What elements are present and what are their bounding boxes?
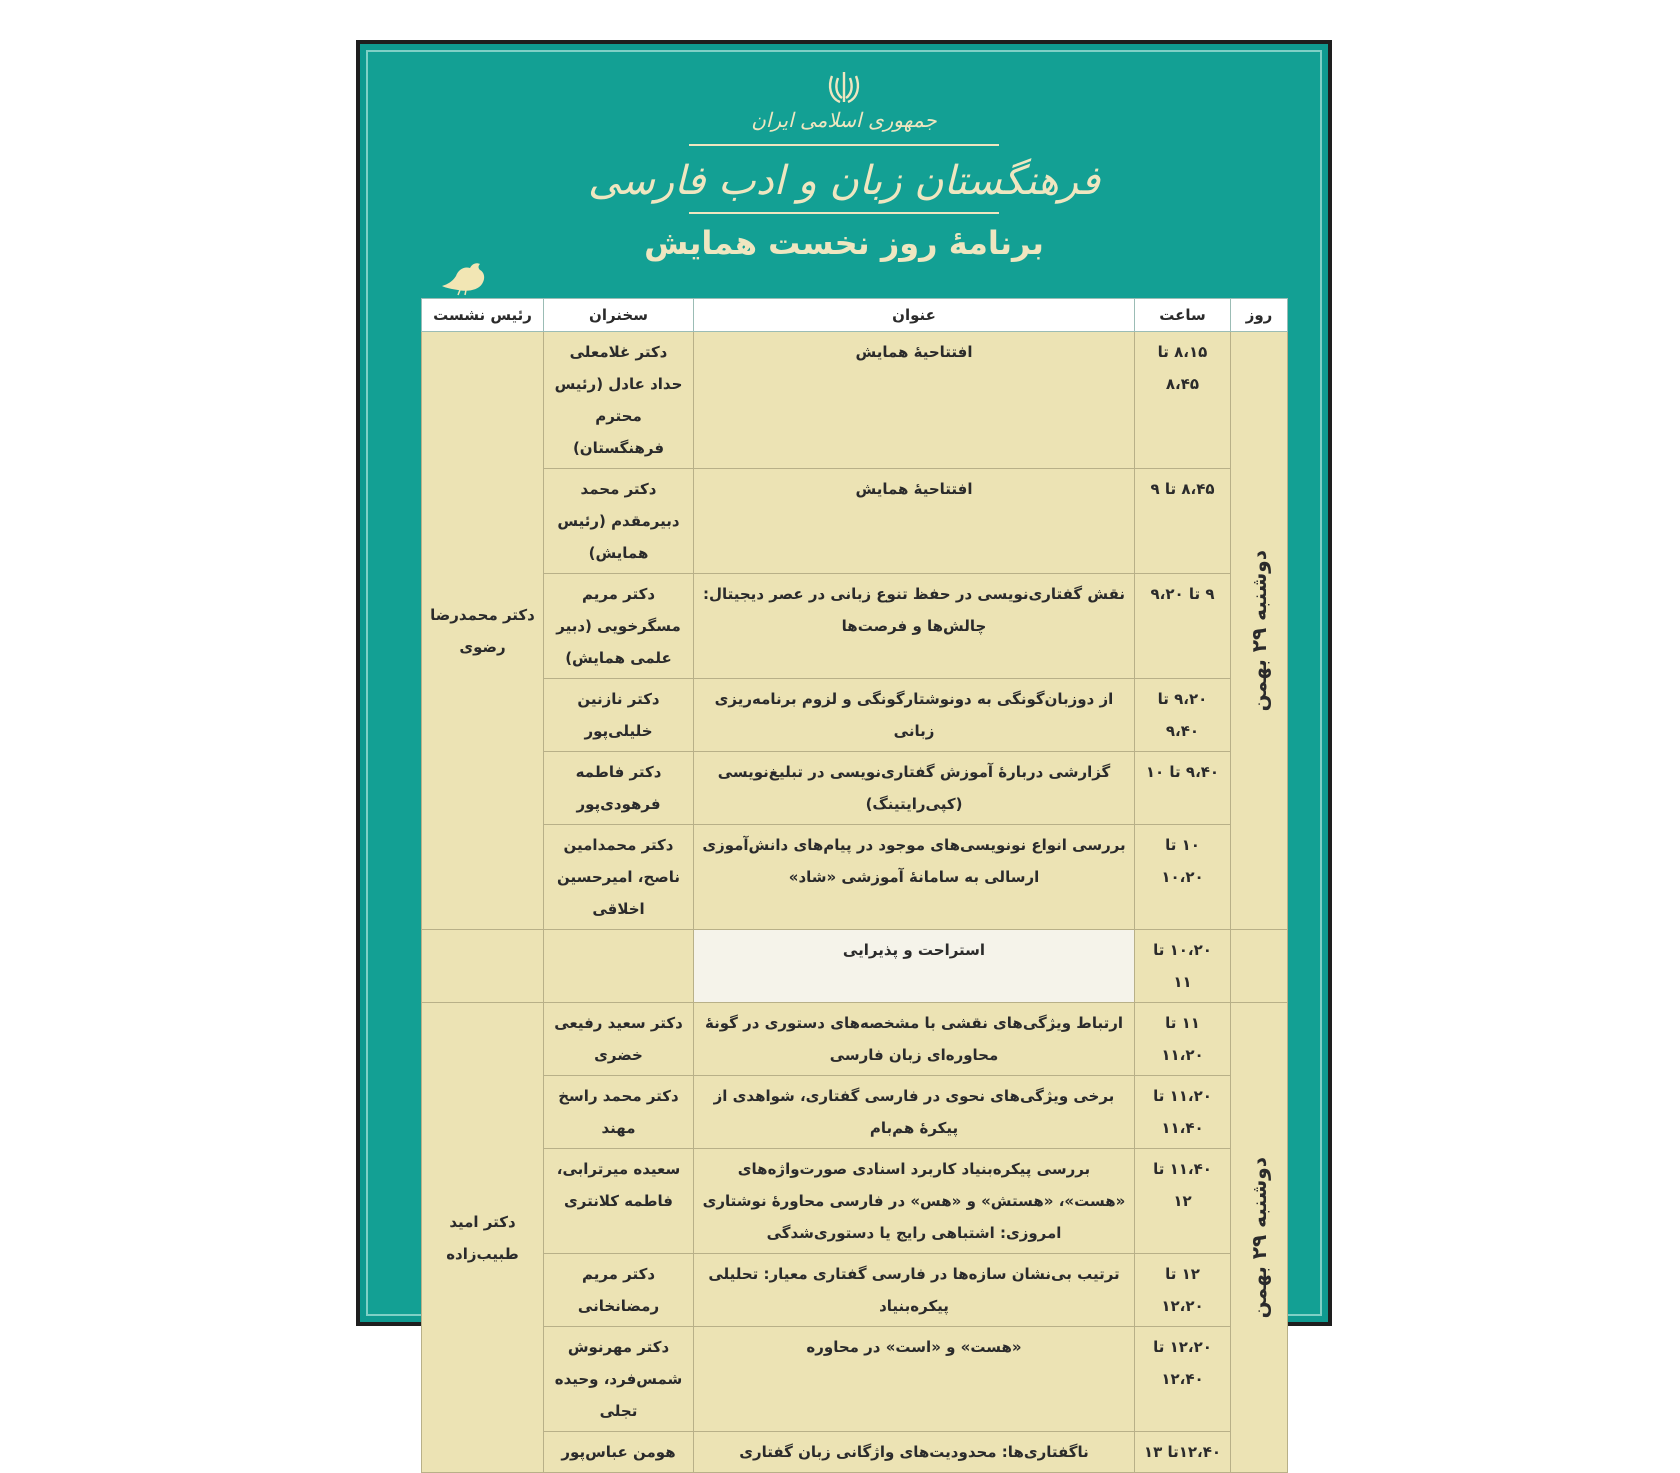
speaker-cell: دکتر مریم مسگرخویی (دبیر علمی همایش) — [544, 574, 694, 679]
title-cell: ناگفتاری‌ها: محدودیت‌های واژگانی زبان گفتاری — [694, 1432, 1135, 1473]
speaker-cell: دکتر نازنین خلیلی‌پور — [544, 679, 694, 752]
day-cell — [1231, 332, 1288, 930]
header-divider-top — [689, 144, 999, 146]
table-header-row — [422, 299, 1288, 332]
day-label: دوشنبه ۲۹ بهمن — [1247, 1156, 1271, 1319]
time-cell: ۹،۲۰ تا ۹،۴۰ — [1135, 679, 1231, 752]
table-row — [422, 825, 1288, 930]
republic-logotype: جمهوری اسلامی ایران — [751, 108, 937, 132]
title-cell: افتتاحیهٔ همایش — [694, 332, 1135, 469]
break-time-cell: ۱۰،۲۰ تا ۱۱ — [1135, 930, 1231, 1003]
table-row — [422, 1149, 1288, 1254]
break-speaker-cell — [544, 930, 694, 1003]
time-cell: ۱۰ تا ۱۰،۲۰ — [1135, 825, 1231, 930]
title-cell: «هست» و «است» در محاوره — [694, 1327, 1135, 1432]
title-cell: بررسی انواع نونویسی‌های موجود در پیام‌های دانش‌آموزی ارسالی به سامانهٔ آموزشی «شاد» — [694, 825, 1135, 930]
time-cell: ۱۲،۴۰تا ۱۳ — [1135, 1432, 1231, 1473]
title-cell: ترتیب بی‌نشان سازه‌ها در فارسی گفتاری معیار: تحلیلی پیکره‌بنیاد — [694, 1254, 1135, 1327]
time-cell: ۸،۱۵ تا ۸،۴۵ — [1135, 332, 1231, 469]
break-row — [422, 930, 1288, 1003]
header-title: عنوان — [694, 299, 1135, 332]
title-cell: افتتاحیهٔ همایش — [694, 469, 1135, 574]
academy-logotype: فرهنگستان زبان و ادب فارسی — [587, 158, 1100, 204]
speaker-cell: هومن عباس‌پور — [544, 1432, 694, 1473]
break-chair-cell — [422, 930, 544, 1003]
title-cell: بررسی پیکره‌بنیاد کاربرد اسنادی صورت‌واژه‌های «هست»، «هستش» و «هس» در فارسی محاورهٔ نوشتاری امروزی: اشتباهی رایج یا دستوری‌شدگی — [694, 1149, 1135, 1254]
table-row — [422, 469, 1288, 574]
speaker-cell: دکتر محمد راسخ مهند — [544, 1076, 694, 1149]
bird-icon — [438, 260, 490, 296]
speaker-cell: دکتر فاطمه فرهودی‌پور — [544, 752, 694, 825]
time-cell: ۹ تا ۹،۲۰ — [1135, 574, 1231, 679]
break-day-cell — [1231, 930, 1288, 1003]
table-row — [422, 1076, 1288, 1149]
time-cell: ۹،۴۰ تا ۱۰ — [1135, 752, 1231, 825]
speaker-cell: دکتر مریم رمضانخانی — [544, 1254, 694, 1327]
program-title: برنامهٔ روز نخست همایش — [644, 224, 1044, 262]
time-cell: ۱۱،۲۰ تا ۱۱،۴۰ — [1135, 1076, 1231, 1149]
header-chair: رئیس نشست — [422, 299, 544, 332]
table-row — [422, 679, 1288, 752]
table-row — [422, 1003, 1288, 1076]
table-row — [422, 1432, 1288, 1473]
time-cell: ۸،۴۵ تا ۹ — [1135, 469, 1231, 574]
poster-frame — [356, 40, 1332, 1461]
table-row — [422, 1254, 1288, 1327]
title-cell: از دوزبان‌گونگی به دونوشتارگونگی و لزوم برنامه‌ریزی زبانی — [694, 679, 1135, 752]
table-row — [422, 1327, 1288, 1432]
speaker-cell: دکتر سعید رفیعی خضری — [544, 1003, 694, 1076]
speaker-cell: سعیده میرترابی، فاطمه کلانتری — [544, 1149, 694, 1254]
header-speakers: سخنران — [544, 299, 694, 332]
time-cell: ۱۲،۲۰ تا ۱۲،۴۰ — [1135, 1327, 1231, 1432]
title-cell: برخی ویژگی‌های نحوی در فارسی گفتاری، شواهدی از پیکرهٔ هم‌بام — [694, 1076, 1135, 1149]
time-cell: ۱۱ تا ۱۱،۲۰ — [1135, 1003, 1231, 1076]
time-cell: ۱۲ تا ۱۲،۲۰ — [1135, 1254, 1231, 1327]
speaker-cell: دکتر غلامعلی حداد عادل (رئیس محترم فرهنگستان) — [544, 332, 694, 469]
title-cell: نقش گفتاری‌نویسی در حفظ تنوع زبانی در عصر دیجیتال: چالش‌ها و فرصت‌ها — [694, 574, 1135, 679]
header-divider-bottom — [689, 212, 999, 214]
poster-background — [366, 50, 1322, 1461]
speaker-cell: دکتر محمدامین ناصح، امیرحسین اخلاقی — [544, 825, 694, 930]
speaker-cell: دکتر مهرنوش شمس‌فرد، وحیده تجلی — [544, 1327, 694, 1432]
break-title-cell: استراحت و پذیرایی — [694, 930, 1135, 1003]
title-cell: ارتباط ویژگی‌های نقشی با مشخصه‌های دستوری در گونهٔ محاوره‌ای زبان فارسی — [694, 1003, 1135, 1076]
day-cell — [1231, 1003, 1288, 1473]
table-row — [422, 332, 1288, 469]
emblem-icon — [824, 68, 864, 108]
poster-header — [368, 52, 1320, 312]
speaker-cell: دکتر محمد دبیرمقدم (رئیس همایش) — [544, 469, 694, 574]
chair-cell: دکتر امید طبیب‌زاده — [422, 1003, 544, 1473]
header-time: ساعت — [1135, 299, 1231, 332]
time-cell: ۱۱،۴۰ تا ۱۲ — [1135, 1149, 1231, 1254]
day-label: دوشنبه ۲۹ بهمن — [1247, 549, 1271, 712]
header-day: روز — [1231, 299, 1288, 332]
title-cell: گزارشی دربارهٔ آموزش گفتاری‌نویسی در تبلیغ‌نویسی (کپی‌رایتینگ) — [694, 752, 1135, 825]
chair-cell: دکتر محمدرضا رضوی — [422, 332, 544, 930]
table-row — [422, 574, 1288, 679]
table-row — [422, 752, 1288, 825]
schedule-table — [421, 298, 1288, 1473]
